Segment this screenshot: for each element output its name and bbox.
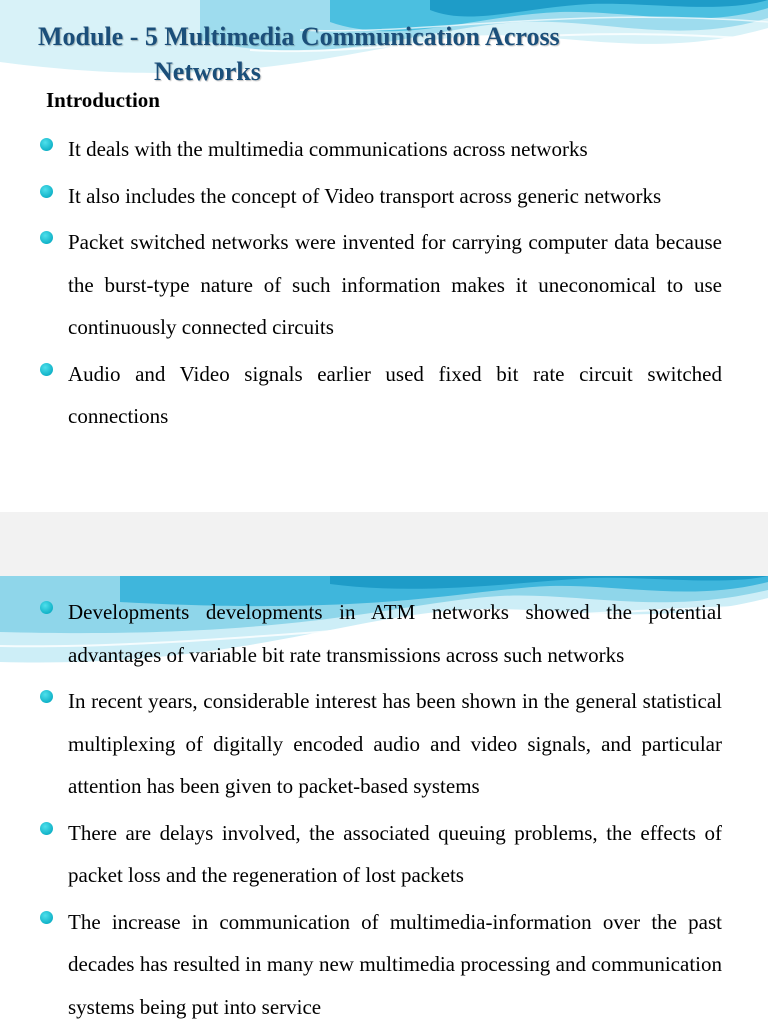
list-item [0,680,768,808]
bullet-dot-icon [40,601,53,614]
bullet-list-slide-2 [0,591,768,1024]
bullet-dot-icon [40,822,53,835]
bullet-text: Audio and Video signals earlier used fixed bit rate circuit switched connections [68,361,722,428]
bullet-text: There are delays involved, the associated queuing problems, the effects of packet loss and the regeneration of lost packets [68,820,722,887]
bullet-text: It deals with the multimedia communications across networks [68,137,588,161]
bullet-dot-icon [40,185,53,198]
bullet-text: Packet switched networks were invented for carrying computer data because the burst-type nature of such information makes it uneconomical to use continuously connected circuits [68,230,722,339]
list-item [0,591,768,676]
slide-separator [0,512,768,576]
list-item [0,221,768,349]
list-item [0,353,768,438]
bullet-text: It also includes the concept of Video transport across generic networks [68,183,662,208]
bullet-dot-icon [40,138,53,151]
section-heading: Introduction [46,88,160,112]
bullet-text: In recent years, considerable interest has been shown in the general statistical multiplexing of digitally encoded audio and video signals, and particular attention has been given to packet-based systems [68,689,722,798]
bullet-dot-icon [40,231,53,244]
bullet-list-slide-1 [0,128,768,442]
bullet-dot-icon [40,363,53,376]
bullet-text: The increase in communication of multimedia-information over the past decades has resulted in many new multimedia processing and communication systems being put into service [68,909,722,1019]
bullet-dot-icon [40,690,53,703]
list-item [0,128,768,171]
slide-2 [0,576,768,1024]
title-line-1: Module - 5 Multimedia Communication Across [38,22,560,51]
list-item [0,901,768,1024]
bullet-text: Developments developments in ATM networks showed the potential advantages of variable bit rate transmissions across such networks [68,600,722,667]
list-item [0,175,768,218]
list-item [0,812,768,897]
bullet-dot-icon [40,911,53,924]
title-line-2: Networks [154,57,261,86]
